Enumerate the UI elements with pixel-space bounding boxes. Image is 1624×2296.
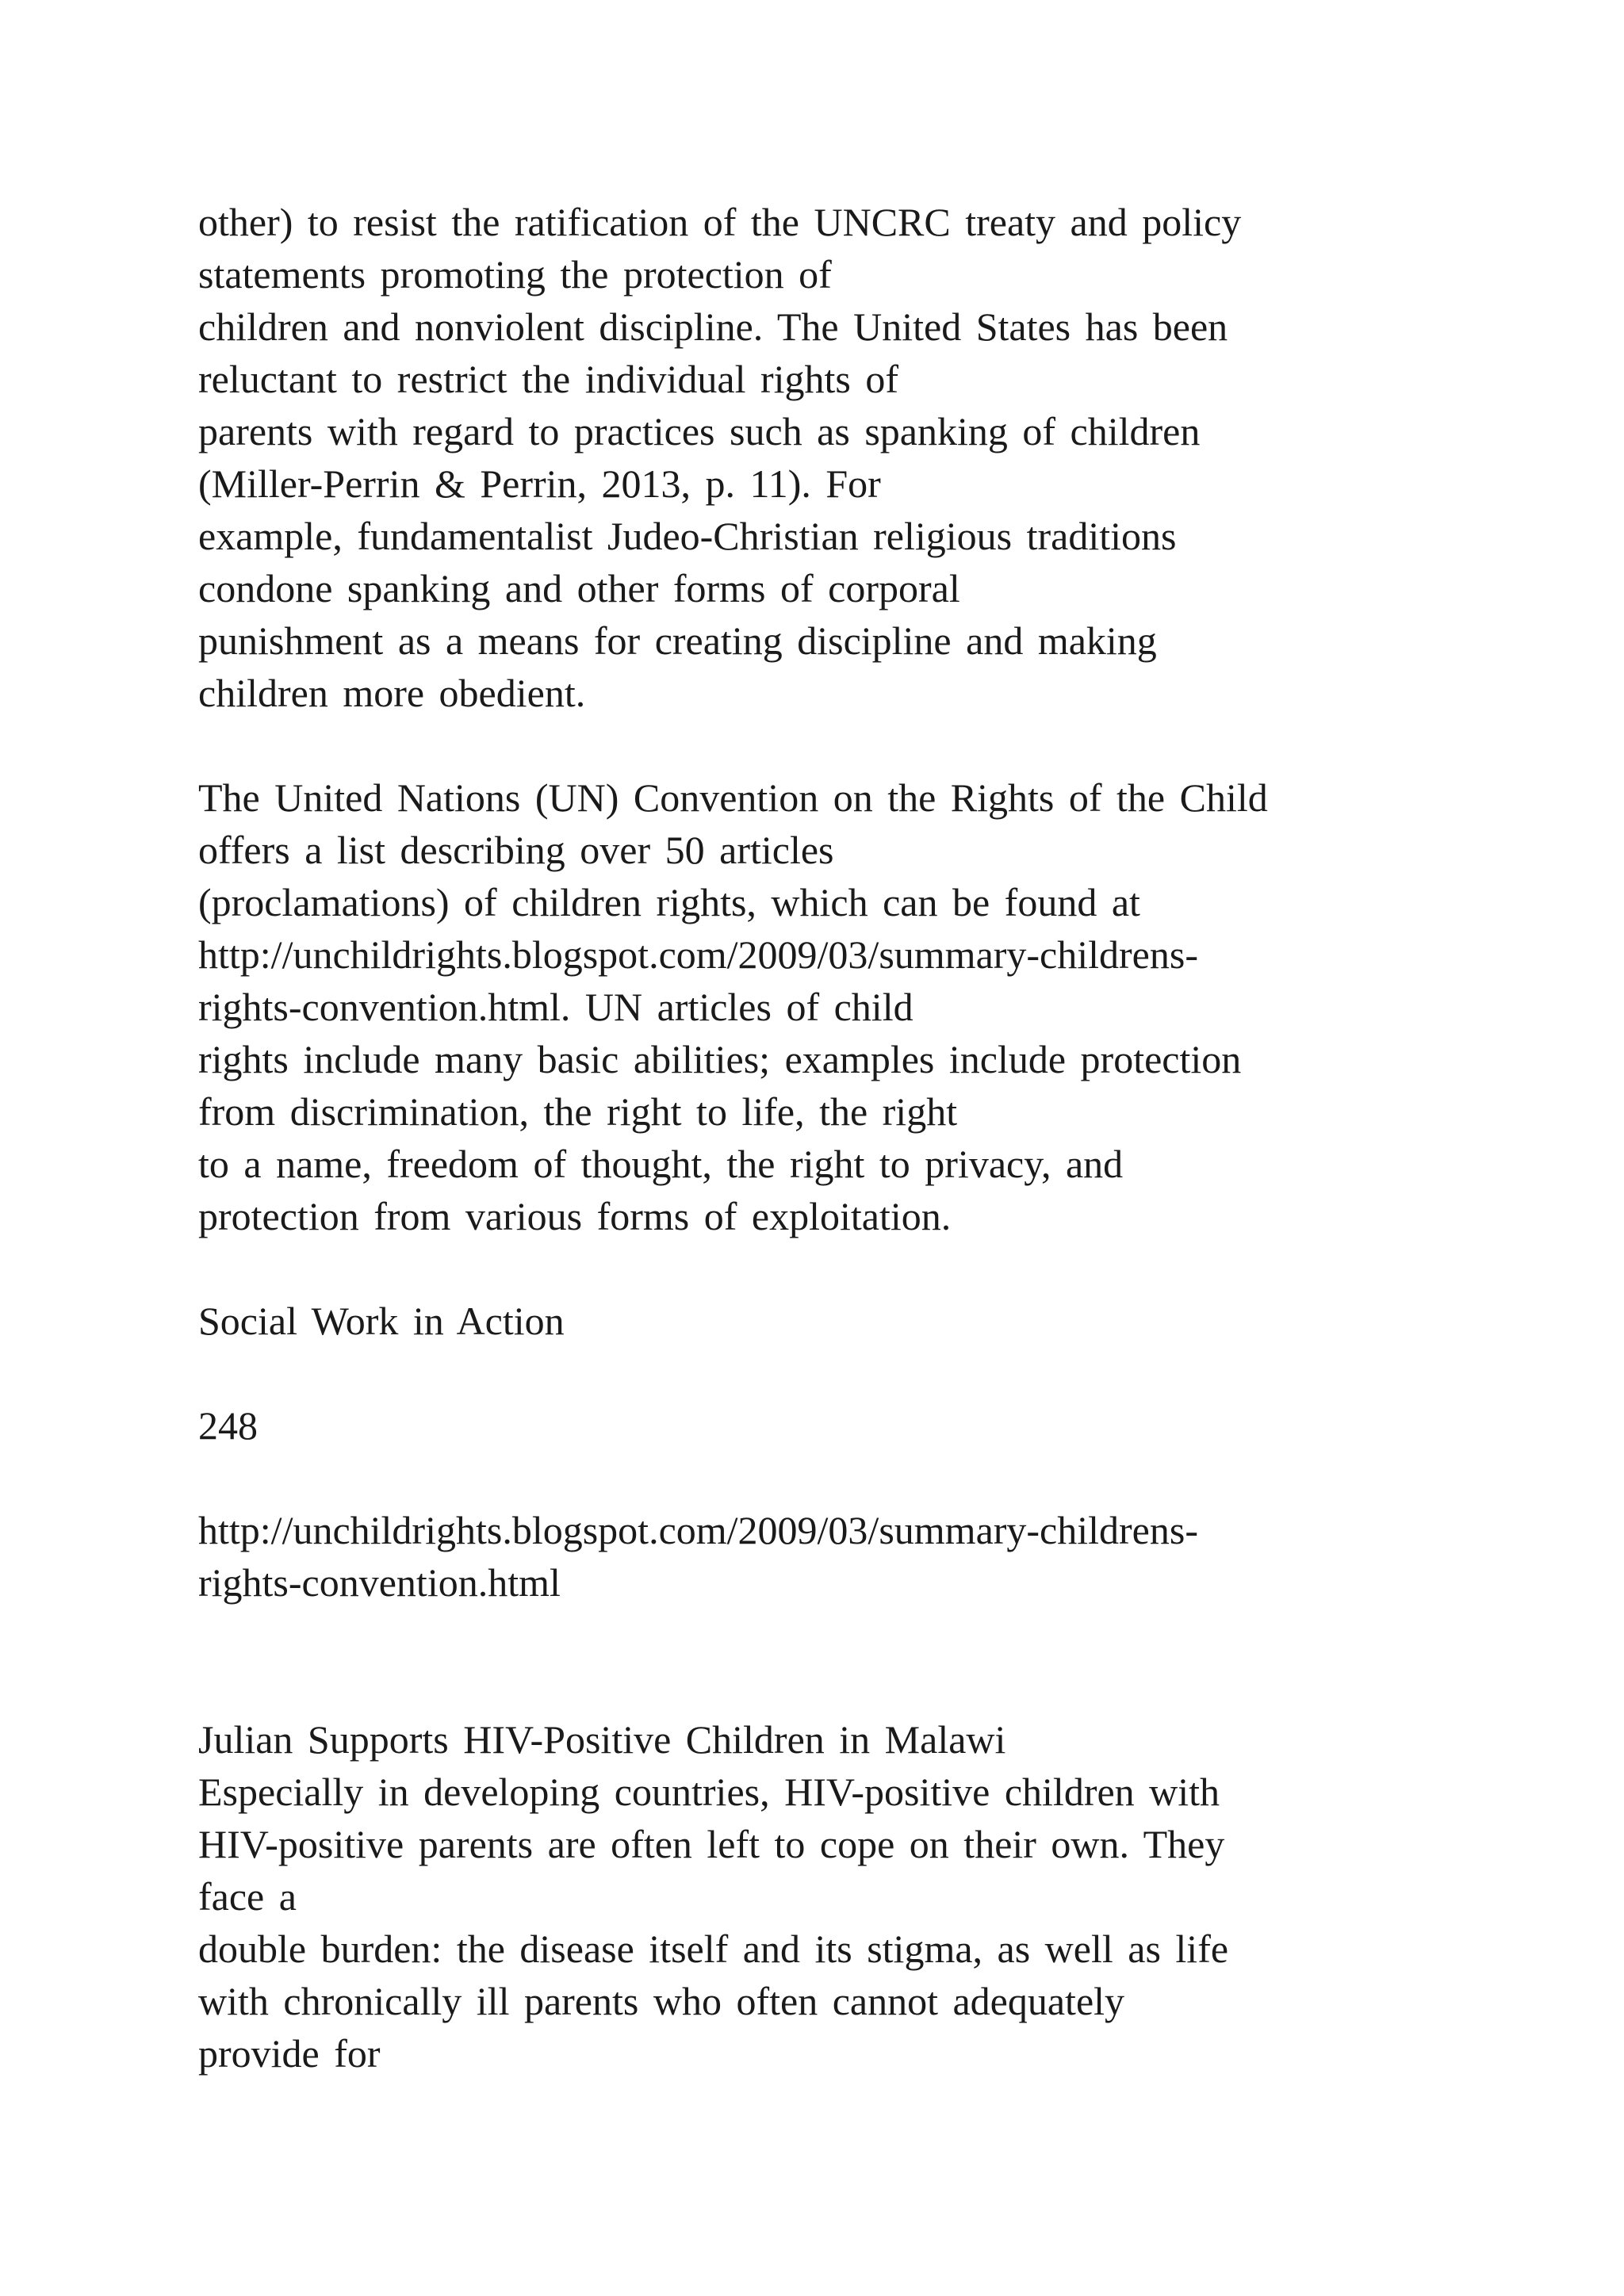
- box-text-line-4: double burden: the disease itself and its stigma, as well as life: [198, 1927, 1229, 1971]
- paragraph-1-line-10: children more obedient.: [198, 671, 586, 715]
- paragraph-2-line-7: from discrimination, the right to life, the right: [198, 1089, 958, 1134]
- paragraph-1-line-2: statements promoting the protection of: [198, 252, 832, 297]
- paragraph-2-line-8: to a name, freedom of thought, the right to privacy, and: [198, 1142, 1124, 1186]
- paragraph-2-line-4: http://unchildrights.blogspot.com/2009/03/summary-childrens-: [198, 932, 1198, 977]
- paragraph-2-line-1: The United Nations (UN) Convention on the Rights of the Child: [198, 775, 1268, 820]
- url-line-1: http://unchildrights.blogspot.com/2009/03/summary-childrens-: [198, 1508, 1198, 1552]
- section-label: Social Work in Action: [198, 1299, 565, 1343]
- paragraph-2-line-9: protection from various forms of exploitation.: [198, 1194, 952, 1238]
- box-text-line-6: provide for: [198, 2031, 381, 2076]
- paragraph-1-line-7: example, fundamentalist Judeo-Christian religious traditions: [198, 514, 1177, 558]
- box-text-line-2: HIV-positive parents are often left to cope on their own. They: [198, 1822, 1225, 1866]
- paragraph-1-line-9: punishment as a means for creating discipline and making: [198, 618, 1157, 663]
- page-number: 248: [198, 1403, 258, 1448]
- box-text-line-3: face a: [198, 1874, 297, 1919]
- box-text-line-1: Especially in developing countries, HIV-positive children with: [198, 1770, 1220, 1814]
- paragraph-2-line-3: (proclamations) of children rights, which can be found at: [198, 880, 1140, 924]
- paragraph-1-line-5: parents with regard to practices such as spanking of children: [198, 409, 1201, 453]
- paragraph-2-line-6: rights include many basic abilities; examples include protection: [198, 1037, 1242, 1081]
- paragraph-2-line-5: rights-convention.html. UN articles of child: [198, 985, 914, 1029]
- box-title: Julian Supports HIV-Positive Children in Malawi: [198, 1717, 1006, 1762]
- paragraph-1-line-8: condone spanking and other forms of corporal: [198, 566, 960, 610]
- paragraph-2-line-2: offers a list describing over 50 articles: [198, 828, 834, 872]
- paragraph-1-line-6: (Miller-Perrin & Perrin, 2013, p. 11). For: [198, 461, 881, 506]
- paragraph-1-line-1: other) to resist the ratification of the UNCRC treaty and policy: [198, 200, 1242, 244]
- url-line-2: rights-convention.html: [198, 1560, 561, 1605]
- paragraph-1-line-3: children and nonviolent discipline. The United States has been: [198, 304, 1228, 349]
- paragraph-1-line-4: reluctant to restrict the individual rights of: [198, 357, 898, 401]
- box-text-line-5: with chronically ill parents who often cannot adequately: [198, 1979, 1125, 2023]
